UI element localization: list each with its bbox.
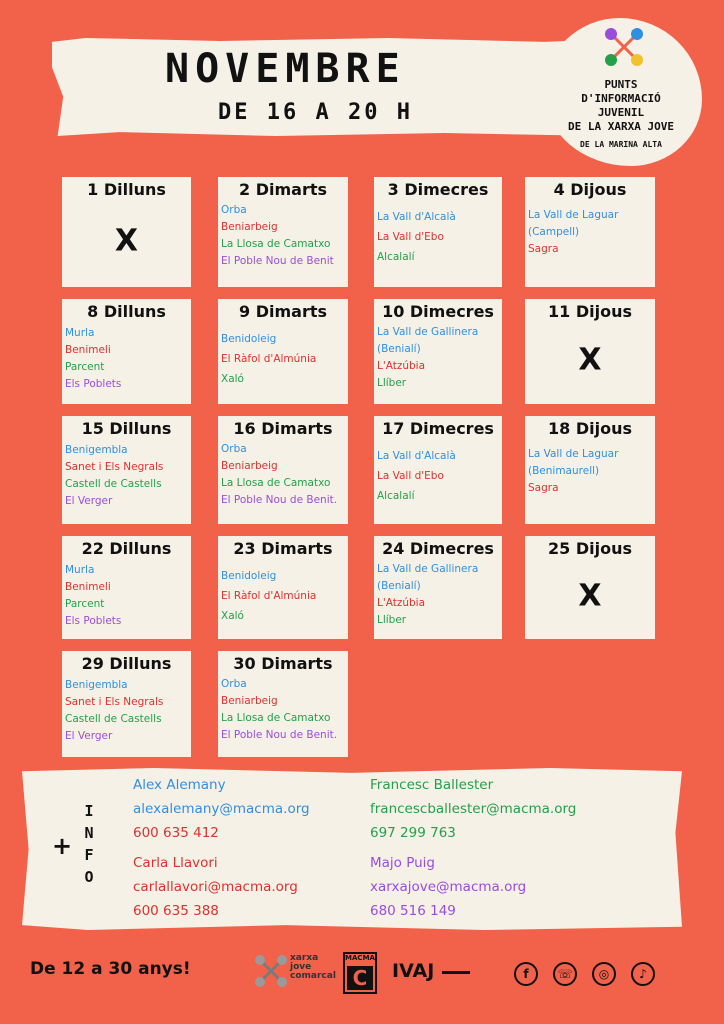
day-card xyxy=(525,299,655,404)
place-item: La Llosa de Camatxo xyxy=(221,712,331,724)
closed-cross-icon: X xyxy=(578,342,602,378)
places-list xyxy=(377,324,499,392)
day-label: 30 Dimarts xyxy=(233,654,333,673)
places-list xyxy=(221,676,345,744)
info-letter: I xyxy=(84,802,94,820)
places-list xyxy=(377,446,499,506)
place-item: El Ràfol d'Almúnia xyxy=(221,353,317,365)
xarxa-logo-text: xarxa xyxy=(290,953,319,963)
place-item: Murla xyxy=(65,327,95,339)
instagram-icon[interactable]: ◎ xyxy=(592,962,616,986)
macma-logo-letter: C xyxy=(347,966,373,990)
day-card xyxy=(218,416,348,524)
places-list xyxy=(65,325,188,393)
place-item: L'Atzúbia xyxy=(377,360,426,372)
place-item: La Llosa de Camatxo xyxy=(221,477,331,489)
logo-text-line: PUNTS xyxy=(604,78,638,91)
place-item: (Benialí) xyxy=(377,580,421,592)
place-item: Beniarbeig xyxy=(221,221,278,233)
place-item: Benigembla xyxy=(65,679,128,691)
place-item: El Verger xyxy=(65,730,113,742)
contact-email[interactable]: alexalemany@macma.org xyxy=(133,801,310,817)
ivaj-logo-text: IVAJ xyxy=(392,960,435,982)
logo-text-line: JUVENIL xyxy=(597,106,645,119)
info-letter: N xyxy=(84,824,94,842)
places-list xyxy=(65,677,188,745)
day-label: 2 Dimarts xyxy=(239,180,327,199)
contact-phone[interactable]: 680 516 149 xyxy=(370,903,456,919)
place-item: La Vall d'Alcalà xyxy=(377,211,456,223)
day-card xyxy=(62,177,191,287)
place-item: (Benimaurell) xyxy=(528,465,600,477)
place-item: Beniarbeig xyxy=(221,460,278,472)
contact-name: Carla Llavori xyxy=(133,855,218,871)
place-item: Orba xyxy=(221,678,247,690)
place-item: Els Poblets xyxy=(65,615,122,627)
day-label: 15 Dilluns xyxy=(81,419,172,438)
page-subtitle: DE 16 A 20 H xyxy=(218,100,413,125)
day-label: 16 Dimarts xyxy=(233,419,333,438)
place-item: La Llosa de Camatxo xyxy=(221,238,331,250)
page-title: NOVEMBRE xyxy=(165,46,406,92)
day-label: 3 Dimecres xyxy=(387,180,489,199)
tiktok-icon[interactable]: ♪ xyxy=(631,962,655,986)
place-item: La Vall d'Alcalà xyxy=(377,450,456,462)
contact-phone[interactable]: 600 635 412 xyxy=(133,825,219,841)
contact-name: Alex Alemany xyxy=(133,777,226,793)
contact-tape xyxy=(22,768,682,930)
place-item: El Poble Nou de Benit. xyxy=(221,494,338,506)
place-item: Llíber xyxy=(377,377,407,389)
day-card xyxy=(374,299,502,404)
day-card xyxy=(62,536,191,639)
place-item: Castell de Castells xyxy=(65,478,162,490)
closed-cross-icon: X xyxy=(578,578,602,614)
places-list xyxy=(528,446,652,497)
places-list xyxy=(221,441,345,509)
xarxa-logo-text: jove xyxy=(290,962,312,972)
place-item: (Campell) xyxy=(528,226,580,238)
day-label: 8 Dilluns xyxy=(87,302,166,321)
place-item: Sagra xyxy=(528,482,559,494)
place-item: Parcent xyxy=(65,598,105,610)
day-card xyxy=(218,651,348,757)
places-list xyxy=(65,562,188,630)
place-item: Xaló xyxy=(221,373,244,385)
day-card xyxy=(218,536,348,639)
place-item: Sagra xyxy=(528,243,559,255)
day-card xyxy=(218,177,348,287)
day-card xyxy=(525,536,655,639)
info-letter: O xyxy=(84,868,94,886)
day-label: 9 Dimarts xyxy=(239,302,327,321)
places-list xyxy=(221,566,345,626)
day-label: 1 Dilluns xyxy=(87,180,166,199)
place-item: Orba xyxy=(221,443,247,455)
contact-phone[interactable]: 697 299 763 xyxy=(370,825,456,841)
place-item: La Vall de Laguar xyxy=(528,209,619,221)
place-item: La Vall d'Ebo xyxy=(377,470,444,482)
place-item: El Poble Nou de Benit xyxy=(221,255,334,267)
place-item: Benimeli xyxy=(65,344,111,356)
places-list xyxy=(221,202,345,270)
place-item: Beniarbeig xyxy=(221,695,278,707)
place-item: Benidoleig xyxy=(221,333,277,345)
day-label: 24 Dimecres xyxy=(382,539,494,558)
xarxa-logo-text: comarcal xyxy=(290,971,336,981)
contact-email[interactable]: xarxajove@macma.org xyxy=(370,879,527,895)
day-card xyxy=(62,416,191,524)
place-item: La Vall de Gallinera xyxy=(377,563,479,575)
xarxa-jove-logo-icon xyxy=(603,26,645,68)
macma-logo-text: MACMA xyxy=(345,954,375,962)
day-label: 17 Dimecres xyxy=(382,419,494,438)
place-item: Castell de Castells xyxy=(65,713,162,725)
places-list xyxy=(528,207,652,258)
place-item: Orba xyxy=(221,204,247,216)
contact-email[interactable]: francescballester@macma.org xyxy=(370,801,577,817)
place-item: (Benialí) xyxy=(377,343,421,355)
day-label: 23 Dimarts xyxy=(233,539,333,558)
place-item: Benidoleig xyxy=(221,570,277,582)
logo-text-line: DE LA XARXA JOVE xyxy=(568,120,674,133)
place-item: Murla xyxy=(65,564,95,576)
place-item: Els Poblets xyxy=(65,378,122,390)
contact-email[interactable]: carlallavori@macma.org xyxy=(133,879,298,895)
contact-phone[interactable]: 600 635 388 xyxy=(133,903,219,919)
facebook-icon[interactable]: f xyxy=(514,962,538,986)
place-item: La Vall de Laguar xyxy=(528,448,619,460)
xarxa-logo-icon xyxy=(254,954,288,988)
places-list xyxy=(377,207,499,267)
whatsapp-icon[interactable]: ☏ xyxy=(553,962,577,986)
day-label: 29 Dilluns xyxy=(81,654,172,673)
place-item: Alcalalí xyxy=(377,490,415,502)
place-item: El Ràfol d'Almúnia xyxy=(221,590,317,602)
info-letter: F xyxy=(84,846,94,864)
place-item: La Vall d'Ebo xyxy=(377,231,444,243)
logo-text-line: DE LA MARINA ALTA xyxy=(580,140,662,149)
place-item: Benigembla xyxy=(65,444,128,456)
info-plus-sign: + xyxy=(52,832,73,860)
place-item: Benimeli xyxy=(65,581,111,593)
day-card xyxy=(525,177,655,287)
place-item: Parcent xyxy=(65,361,105,373)
place-item: La Vall de Gallinera xyxy=(377,326,479,338)
logo-text-line: D'INFORMACIÓ xyxy=(581,92,661,105)
place-item: Sanet i Els Negrals xyxy=(65,696,164,708)
day-card xyxy=(374,177,502,287)
day-card xyxy=(374,536,502,639)
place-item: El Verger xyxy=(65,495,113,507)
day-label: 10 Dimecres xyxy=(382,302,494,321)
day-label: 4 Dijous xyxy=(553,180,627,199)
day-label: 11 Dijous xyxy=(548,302,632,321)
day-card xyxy=(374,416,502,524)
day-label: 18 Dijous xyxy=(548,419,632,438)
ivaj-logo xyxy=(392,960,470,982)
contact-name: Francesc Ballester xyxy=(370,777,494,793)
day-card xyxy=(525,416,655,524)
closed-cross-icon: X xyxy=(114,223,139,259)
info-label xyxy=(82,800,96,888)
age-range-label: De 12 a 30 anys! xyxy=(30,959,191,979)
day-card xyxy=(62,651,191,757)
day-label: 22 Dilluns xyxy=(81,539,172,558)
macma-logo xyxy=(343,952,377,994)
contact-name: Majo Puig xyxy=(370,855,436,871)
place-item: Alcalalí xyxy=(377,251,415,263)
day-card xyxy=(62,299,191,404)
place-item: Sanet i Els Negrals xyxy=(65,461,164,473)
places-list xyxy=(65,442,188,510)
place-item: El Poble Nou de Benit. xyxy=(221,729,338,741)
places-list xyxy=(377,561,499,629)
place-item: L'Atzúbia xyxy=(377,597,426,609)
day-card xyxy=(218,299,348,404)
place-item: Xaló xyxy=(221,610,244,622)
place-item: Llíber xyxy=(377,614,407,626)
day-label: 25 Dijous xyxy=(548,539,632,558)
places-list xyxy=(221,329,345,389)
